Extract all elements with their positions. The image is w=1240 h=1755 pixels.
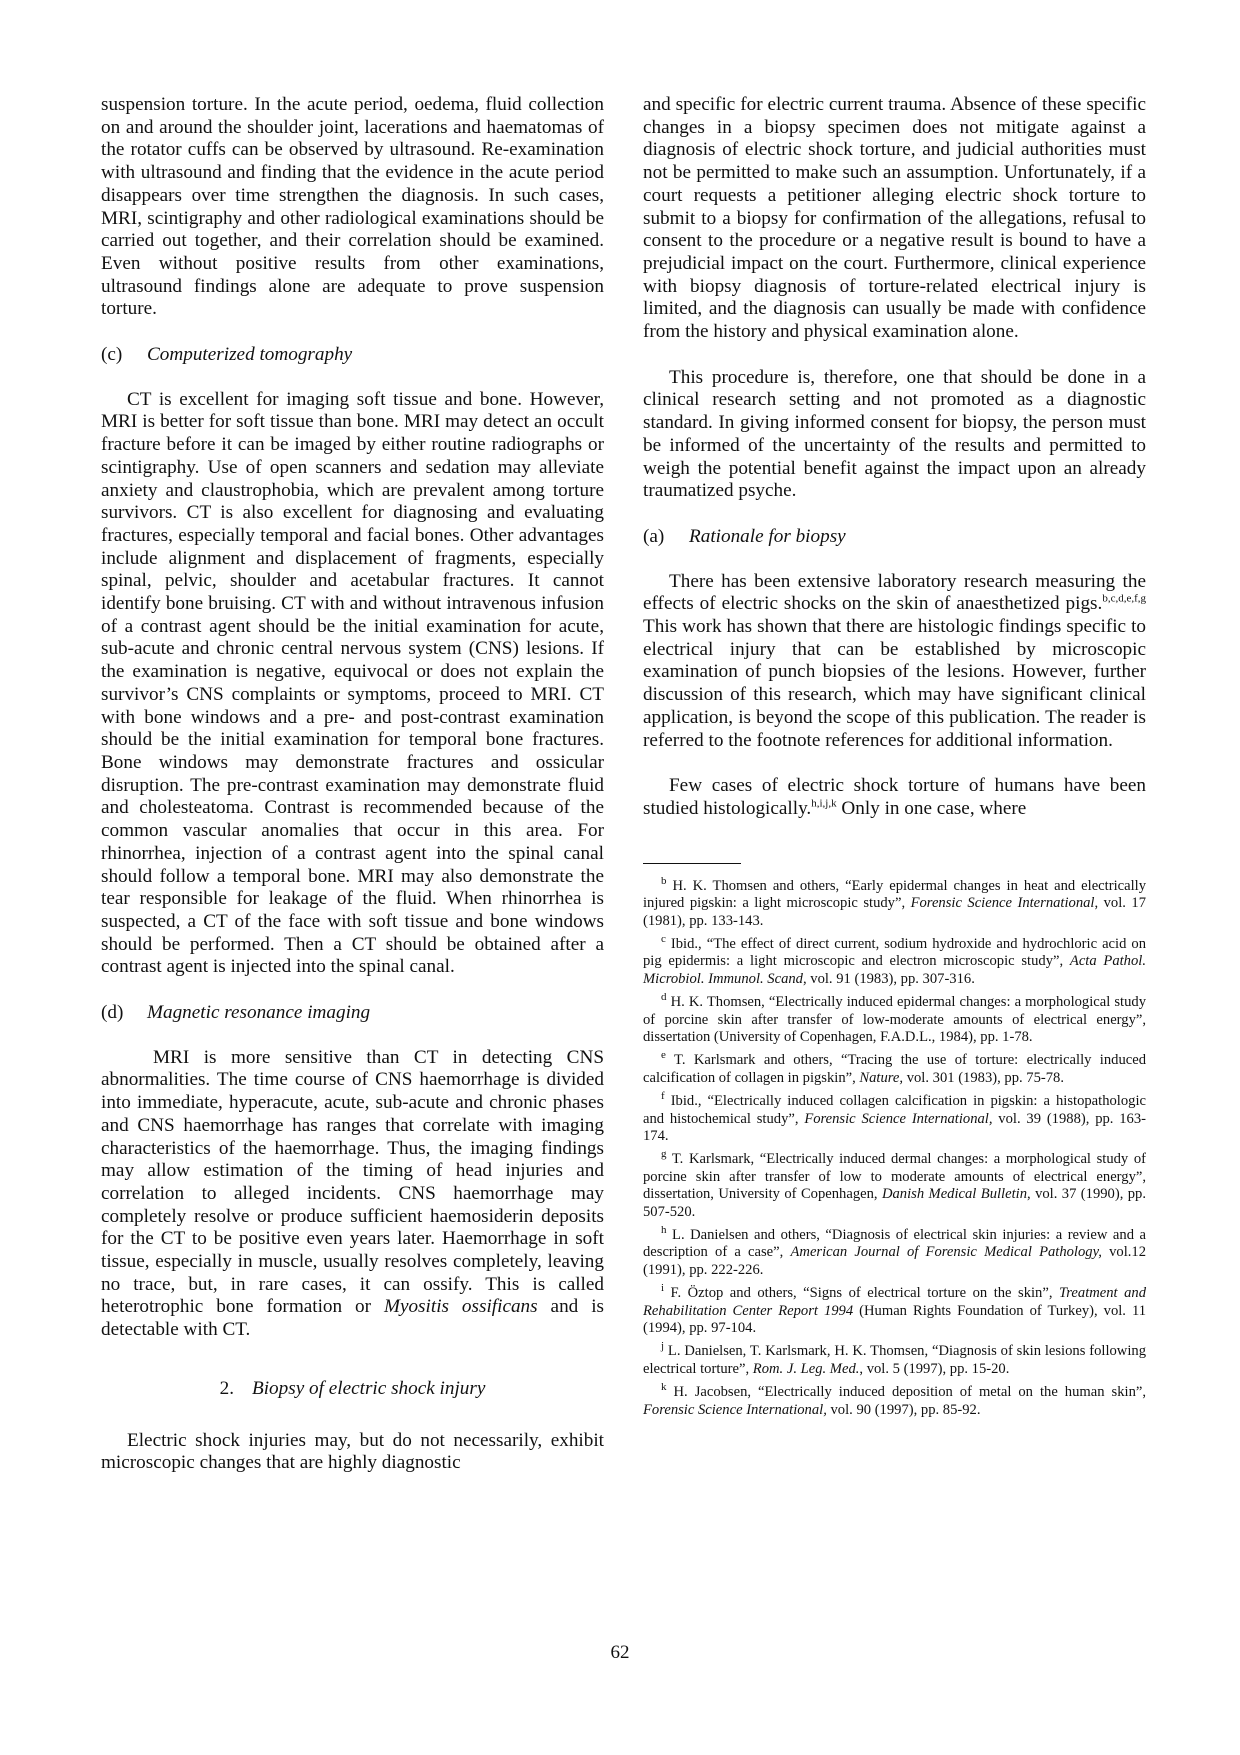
heading-label: (d): [101, 1002, 124, 1024]
footnote-g: $^g$ T. Karlsmark, “Electrically induced dermal changes: a morphological study of porcine skin after transfer of low to moderate amounts of electrical energy”, dissertation, University of Copenhagen, Danish Medical Bulletin, vol. 37 (1990), pp. 507-520.: [643, 1148, 1147, 1220]
footnote-source: Nature,: [859, 1069, 904, 1086]
heading-label: 2.: [219, 1377, 234, 1399]
footnote-k: $^k$ H. Jacobsen, “Electrically induced deposition of metal on the human skin”, Forensic Science International, vol. 90 (1997), pp. 85-92.: [643, 1381, 1146, 1418]
heading-label: (a): [643, 525, 665, 547]
footnote-mark: c: [661, 933, 666, 946]
paragraph-text: There has been extensive laboratory research measuring the effects of electric shocks on the skin of anaesthetized pigs.: [643, 570, 1146, 615]
paragraph-biopsy: Electric shock injuries may, but do not necessarily, exhibit microscopic changes that are highly diagnostic: [101, 1429, 604, 1474]
heading-title: Computerized tomography: [147, 344, 353, 366]
footnote-marks: h,i,j,k: [811, 797, 837, 810]
footnote-source: American Journal of Forensic Medical Pathology,: [790, 1244, 1102, 1261]
footnote-j: $^j$ L. Danielsen, T. Karlsmark, H. K. Thomsen, “Diagnosis of skin lesions following electrical torture”, Rom. J. Leg. Med., vol. 5 (1997), pp. 15-20.: [643, 1340, 1146, 1377]
paragraph-text-end: This work has shown that there are histologic findings specific to electrical injury that can be established by microscopic examination of punch biopsies of the lesions. However, further discussion of this research, which may have significant clinical application, is beyond the scope of this publication. The reader is referred to the footnote references for additional information.: [643, 616, 1146, 751]
footnotes: [643, 874, 1147, 1419]
footnote-h: $^h$ L. Danielsen and others, “Diagnosis of electrical skin injuries: a review and a description of a case”, American Journal of Forensic Medical Pathology, vol.12 (1991), pp. 222-226.: [643, 1224, 1146, 1278]
paragraph-text: Few cases of electric shock torture of humans have been studied histologically.: [643, 775, 1146, 819]
heading-title: Rationale for biopsy: [689, 525, 846, 547]
heading-title: Magnetic resonance imaging: [147, 1002, 371, 1024]
paragraph-text-end: Only in one case, where: [836, 797, 1027, 819]
footnote-e: $^e$ T. Karlsmark and others, “Tracing the use of torture: electrically induced calcification of collagen in pigskin”, Nature, vol. 301 (1983), pp. 75-78.: [643, 1049, 1146, 1086]
footnote-b: $^b$ H. K. Thomsen and others, “Early epidermal changes in heat and electrically injured pigskin: a light microscopic study”, Forensic Science International, vol. 17 (1981), pp. 133-143.: [643, 874, 1146, 929]
footnote-source: Danish Medical Bulletin: [881, 1186, 1027, 1203]
page-number: 62: [610, 1642, 630, 1663]
left-column: [101, 94, 604, 1475]
italic-term: Myositis ossificans: [383, 1296, 538, 1318]
footnote-d: $^d$ H. K. Thomsen, “Electrically induced epidermal changes: a morphological study of porcine skin after transfer of low-moderate amounts of electrical energy”, dissertation (University of Copenhagen, F.A.D.L., 1984), pp. 1-78.: [643, 991, 1146, 1045]
footnote-mark: d: [661, 991, 667, 1004]
footnote-mark: j: [661, 1340, 665, 1353]
footnote-mark: h: [661, 1224, 667, 1237]
heading-label: (c): [101, 344, 123, 366]
paragraph-text-end: and is detectable with CT.: [101, 1296, 604, 1341]
paragraph-mri: [101, 1047, 604, 1342]
right-column: [643, 94, 1146, 1425]
footnote-marks: b,c,d,e,f,g: [1102, 592, 1146, 605]
paragraph-few-cases: [643, 775, 1146, 820]
footnote-source: Rom. J. Leg. Med.: [752, 1360, 860, 1377]
footnote-i: $^i$ F. Öztop and others, “Signs of electrical torture on the skin”, Treatment and Rehabilitation Center Report 1994 (Human Rights Foundation of Turkey), vol. 11 (1994), pp. 97-104.: [643, 1282, 1147, 1337]
paragraph-specific-changes: and specific for electric current trauma. Absence of these specific changes in a biopsy specimen does not mitigate against a diagnosis of electric shock torture, and judicial authorities must not be permitted to make such an assumption. Unfortunately, if a court requests a petitioner alleging electric shock torture to submit to a biopsy for confirmation of the allegations, refusal to consent to the procedure or a negative result is bound to have a prejudicial impact on the court. Furthermore, clinical experience with biopsy diagnosis of torture-related electrical injury is limited, and the diagnosis can usually be made with confidence from the history and physical examination alone.: [643, 94, 1146, 343]
footnote-mark: b: [661, 874, 667, 887]
heading-biopsy: [101, 1378, 604, 1401]
paragraph-suspension-torture: suspension torture. In the acute period, oedema, fluid collection on and around the shoulder joint, lacerations and haematomas of the rotator cuffs can be observed by ultrasound. Re-examination with ultrasound and finding that the evidence in the acute period disappears over time strengthen the diagnosis. In such cases, MRI, scintigraphy and other radiological examinations should be carried out together, and their correlation should be examined. Even without positive results from other examinations, ultrasound findings alone are adequate to prove suspension torture.: [101, 94, 604, 320]
heading-computerized-tomography: [101, 344, 604, 367]
paragraph-text: MRI is more sensitive than CT in detecting CNS abnormalities. The time course of CNS haemorrhage is divided into immediate, hyperacute, acute, sub-acute and chronic phases and CNS haemorrhage has ranges that correlate with imaging characteristics of the haemorrhage. Thus, the imaging findings may allow estimation of the timing of head injuries and correlation to alleged incidents. CNS haemorrhage may completely resolve or produce sufficient haemosiderin deposits for the CT to be positive even years later. Haemorrhage in soft tissue, especially in muscle, usually resolves completely, leaving no trace, but, in rare cases, it can ossify. This is called heterotrophic bone formation or: [101, 1046, 604, 1318]
footnote-f: $^f$ Ibid., “Electrically induced collagen calcification in pigskin: a histopathologic and histochemical study”, Forensic Science International, vol. 39 (1988), pp. 163-174.: [643, 1090, 1146, 1144]
footnote-mark: f: [661, 1090, 665, 1103]
footnote-source: Forensic Science International,: [804, 1110, 993, 1127]
paragraph-rationale: [643, 571, 1146, 753]
footnote-c: $^c$ Ibid., “The effect of direct current, sodium hydroxide and hydrochloric acid on pig epidermis: a light microscopic and electron microscopic study”, Acta Pathol. Microbiol. Immunol. Scand, vol. 91 (1983), pp. 307-316.: [643, 933, 1146, 987]
paragraph-procedure: This procedure is, therefore, one that should be done in a clinical research setting and not promoted as a diagnostic standard. In giving informed consent for biopsy, the person must be informed of the uncertainty of the results and permitted to weigh the potential benefit against the impact upon an already traumatized psyche.: [643, 366, 1146, 502]
footnote-separator: [643, 863, 741, 864]
footnote-mark: i: [661, 1282, 665, 1295]
paragraph-ct: CT is excellent for imaging soft tissue and bone. However, MRI is better for soft tissue than bone. MRI may detect an occult fracture before it can be imaged by either routine radiographs or scintigraphy. Use of open scanners and sedation may alleviate anxiety and claustrophobia, which are prevalent among torture survivors. CT is also excellent for diagnosing and evaluating fractures, especially temporal and facial bones. Other advantages include alignment and displacement of fragments, especially spinal, pelvic, shoulder and acetabular fractures. It cannot identify bone bruising. CT with and without intravenous infusion of a contrast agent should be the initial examination for acute, sub-acute and chronic central nervous system (CNS) lesions. If the examination is negative, equivocal or does not explain the survivor’s CNS complaints or symptoms, proceed to MRI. CT with bone windows and a pre- and post-contrast examination should be the initial examination for temporal bone fractures. Bone windows may demonstrate fractures and ossicular disruption. The pre-contrast examination may demonstrate fluid and cholesteatoma. Contrast is recommended because of the common vascular anomalies that occur in this area. For rhinorrhea, injection of a contrast agent into the spinal canal should follow a temporal bone. MRI may also demonstrate the tear responsible for leakage of the fluid. When rhinorrhea is suspected, a CT of the face with soft tissue and bone windows should be performed. Then a CT should be obtained after a contrast agent is injected into the spinal canal.: [101, 388, 604, 978]
footnote-mark: g: [661, 1148, 667, 1161]
heading-mri: [101, 1002, 604, 1025]
footnote-mark: e: [661, 1049, 666, 1062]
footnote-mark: k: [661, 1381, 667, 1394]
footnote-source: Forensic Science International: [910, 895, 1095, 912]
heading-title: Biopsy of electric shock injury: [252, 1377, 486, 1399]
heading-rationale: [643, 526, 1146, 549]
footnote-source: Forensic Science International,: [643, 1401, 827, 1418]
footnote-source: Treatment and Rehabilitation Center Report 1994: [643, 1285, 1146, 1319]
footnote-source: Acta Pathol. Microbiol. Immunol. Scand: [643, 953, 1146, 987]
